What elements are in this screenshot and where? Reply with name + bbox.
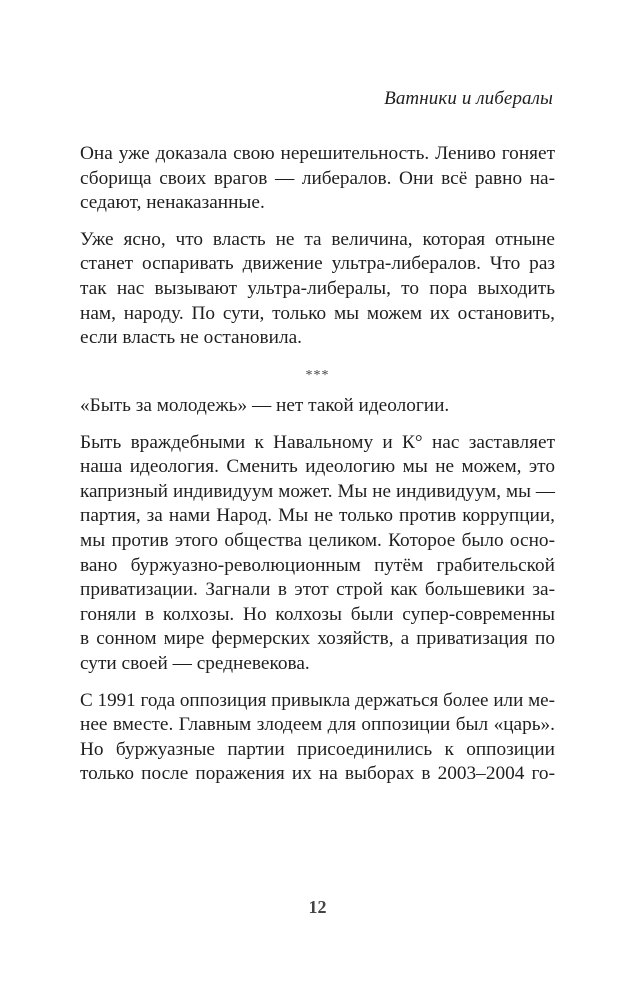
text-line: приватизации. Загнали в этот строй как большевики за- [80, 579, 555, 601]
text-line: если власть не остановила. [80, 327, 302, 349]
text-line: Но буржуазные партии присоединились к оппозиции [80, 738, 555, 760]
section-separator: *** [305, 368, 330, 383]
text-line: наша идеология. Сменить идеологию мы не можем, это [80, 456, 555, 478]
paragraph [80, 142, 555, 216]
running-head: Ватники и либералы [384, 88, 553, 109]
text-line: только после поражения их на выборах в 2003–2004 го- [80, 763, 555, 785]
page-number: 12 [308, 897, 327, 917]
text-line: «Быть за молодежь» — нет такой идеологии. [80, 395, 450, 416]
text-line: Она уже доказала свою нерешительность. Лениво гоняет [80, 143, 555, 164]
text-line: седают, ненаказанные. [80, 192, 265, 214]
paragraph [80, 228, 555, 351]
text-line: Уже ясно, что власть не та величина, которая отныне [80, 228, 555, 250]
text-line: Быть враждебными к Навальному и К° нас заставляет [80, 431, 555, 453]
paragraph [80, 394, 555, 419]
text-line: нам, народу. По сути, только мы можем их остановить, [80, 302, 555, 324]
text-section-2 [80, 394, 555, 799]
text-line: станет оспаривать движение ультра-либералов. Что раз [80, 253, 555, 275]
text-line: капризный индивидуум может. Мы не индивидуум, мы — [80, 480, 555, 502]
text-line: так нас вызывают ультра-либералы, то пора выходить [80, 277, 555, 299]
paragraph [80, 431, 555, 677]
paragraph [80, 689, 555, 787]
text-line: партия, за нами Народ. Мы не только против коррупции, [80, 505, 555, 527]
text-line: мы против этого общества целиком. Которое было осно- [80, 529, 555, 551]
text-section-1 [80, 142, 555, 363]
text-line: сути своей — средневекова. [80, 652, 310, 674]
text-line: нее вместе. Главным злодеем для оппозиции был «царь». [80, 714, 555, 736]
text-line: сборища своих врагов — либералов. Они всё равно на- [80, 167, 555, 189]
text-line: в сонном мире фермерских хозяйств, а приватизация по [80, 628, 555, 650]
text-line: С 1991 года оппозиция привыкла держаться более или ме- [80, 689, 555, 711]
text-line: вано буржуазно-революционным путём грабительской [80, 554, 555, 576]
text-line: гоняли в колхозы. Но колхозы были супер-современны [80, 603, 555, 625]
